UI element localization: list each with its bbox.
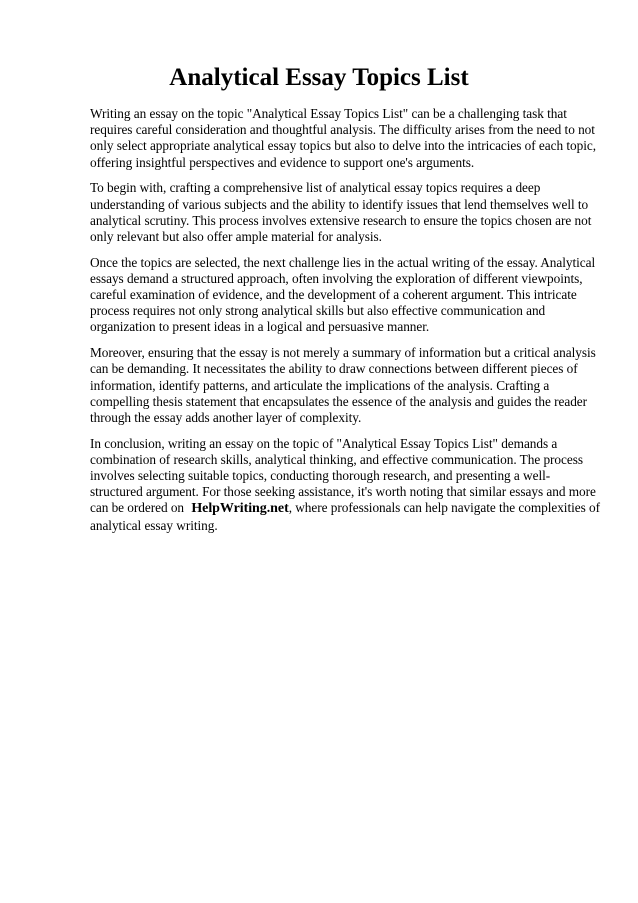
- paragraph-conclusion: [90, 436, 600, 534]
- conclusion-text-before-link: In conclusion, writing an essay on the topic of "Analytical Essay Topics List" demands a combination of research skills, analytical thinking, and effective communication. The process involves selecting suitable topics, conducting thorough research, and presenting a well-structured argument. For those seeking assistance, it's worth noting that similar essays and more can be ordered on: [90, 435, 596, 516]
- paragraph-1: Writing an essay on the topic "Analytical Essay Topics List" can be a challenging task that requires careful consideration and thoughtful analysis. The difficulty arises from the need to not only select appropriate analytical essay topics but also to delve into the intricacies of each topic, offering insightful perspectives and evidence to support one's arguments.: [90, 106, 596, 170]
- document-body: [90, 106, 600, 543]
- helpwriting-link[interactable]: HelpWriting.net: [191, 501, 289, 517]
- conclusion-text-after-link: , where professionals can help navigate the complexities of analytical essay writing.: [90, 500, 600, 533]
- paragraph-3: Once the topics are selected, the next challenge lies in the actual writing of the essay. Analytical essays demand a structured approach, often involving the exploration of different viewpoints, careful examination of evidence, and the development of a coherent argument. This intricate process requires not only strong analytical skills but also effective communication and organization to present ideas in a logical and persuasive manner.: [90, 254, 596, 335]
- paragraph-2: To begin with, crafting a comprehensive list of analytical essay topics requires a deep understanding of various subjects and the ability to identify issues that lend themselves well to analytical scrutiny. This process involves extensive research to ensure the topics chosen are not only relevant but also offer ample material for analysis.: [90, 180, 592, 244]
- paragraph-4: Moreover, ensuring that the essay is not merely a summary of information but a critical analysis can be demanding. It necessitates the ability to draw connections between different pieces of information, identify patterns, and articulate the implications of the analysis. Crafting a compelling thesis statement that encapsulates the essence of the analysis and guides the reader through the essay adds another layer of complexity.: [90, 345, 596, 425]
- document-title: Analytical Essay Topics List: [169, 64, 469, 91]
